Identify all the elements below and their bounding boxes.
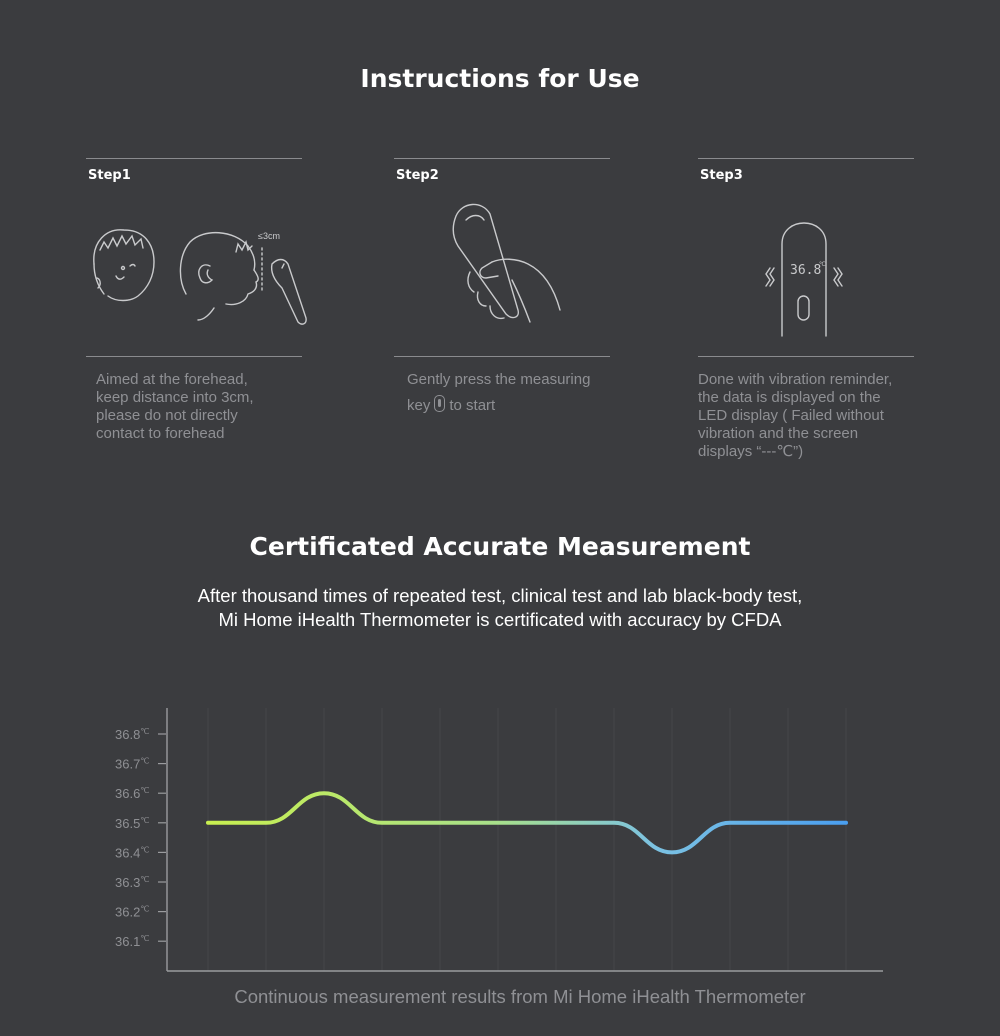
- step-divider: [394, 356, 610, 357]
- measure-key-icon: [434, 395, 445, 412]
- display-unit: ℃: [819, 262, 826, 268]
- step-description: [698, 371, 914, 461]
- step-description-line: displays “---℃”): [698, 443, 804, 460]
- step-divider: [698, 158, 914, 159]
- instructions-title: Instructions for Use: [360, 64, 640, 93]
- chart-caption: Continuous measurement results from Mi Home iHealth Thermometer: [234, 986, 806, 1007]
- child-forehead-illustration: [86, 184, 302, 356]
- temperature-line-chart: [0, 700, 1000, 980]
- accuracy-subtitle: [0, 584, 1000, 632]
- step-description: [407, 371, 610, 415]
- step-2: [394, 158, 610, 415]
- y-tick-label: 36.5℃: [115, 815, 150, 831]
- y-tick-label: 36.6℃: [115, 786, 150, 802]
- step-description-line: Done with vibration reminder,: [698, 371, 893, 388]
- y-tick-label: 36.3℃: [115, 875, 150, 890]
- thermometer-vibration-illustration: [698, 184, 914, 356]
- step-divider: [698, 356, 914, 357]
- accuracy-title: Certificated Accurate Measurement: [249, 532, 751, 561]
- series-line: [208, 793, 846, 852]
- chart-grid: [208, 708, 846, 971]
- step-divider: [86, 356, 302, 357]
- hand-press-illustration: [394, 184, 610, 356]
- step-description-line: the data is displayed on the: [698, 389, 881, 406]
- subtitle-line: Mi Home iHealth Thermometer is certificated with accuracy by CFDA: [218, 609, 782, 630]
- step-label: Step2: [396, 168, 439, 183]
- step-description-line: vibration and the screen: [698, 425, 859, 442]
- step-description-line: contact to forehead: [96, 425, 225, 442]
- step-3: [698, 158, 914, 461]
- step-divider: [86, 158, 302, 159]
- step-divider: [394, 158, 610, 159]
- step-label: Step3: [700, 168, 743, 183]
- step-label: Step1: [88, 168, 131, 183]
- step-description-line: Gently press the measuring: [407, 371, 591, 388]
- y-axis-ticks: [115, 727, 166, 949]
- chart-axes: [167, 708, 883, 971]
- y-tick-label: 36.2℃: [115, 904, 150, 920]
- chart-series: [208, 793, 846, 852]
- y-tick-label: 36.8℃: [115, 727, 150, 742]
- y-tick-label: 36.4℃: [115, 845, 150, 861]
- step-description: [96, 371, 302, 443]
- step-1: [86, 158, 302, 443]
- y-tick-label: 36.1℃: [115, 934, 150, 950]
- step-description-text: key: [407, 397, 431, 414]
- distance-label: ≤3cm: [258, 231, 280, 241]
- step-description-line: keep distance into 3cm,: [96, 389, 254, 406]
- subtitle-line: After thousand times of repeated test, clinical test and lab black-body test,: [197, 585, 803, 606]
- display-reading: 36.8: [790, 263, 822, 278]
- step-description-line: please do not directly: [96, 407, 238, 424]
- step-description-line: Aimed at the forehead,: [96, 371, 248, 388]
- y-tick-label: 36.7℃: [115, 756, 150, 772]
- step-description-line: LED display ( Failed without: [698, 407, 884, 424]
- step-description-text: to start: [449, 397, 496, 414]
